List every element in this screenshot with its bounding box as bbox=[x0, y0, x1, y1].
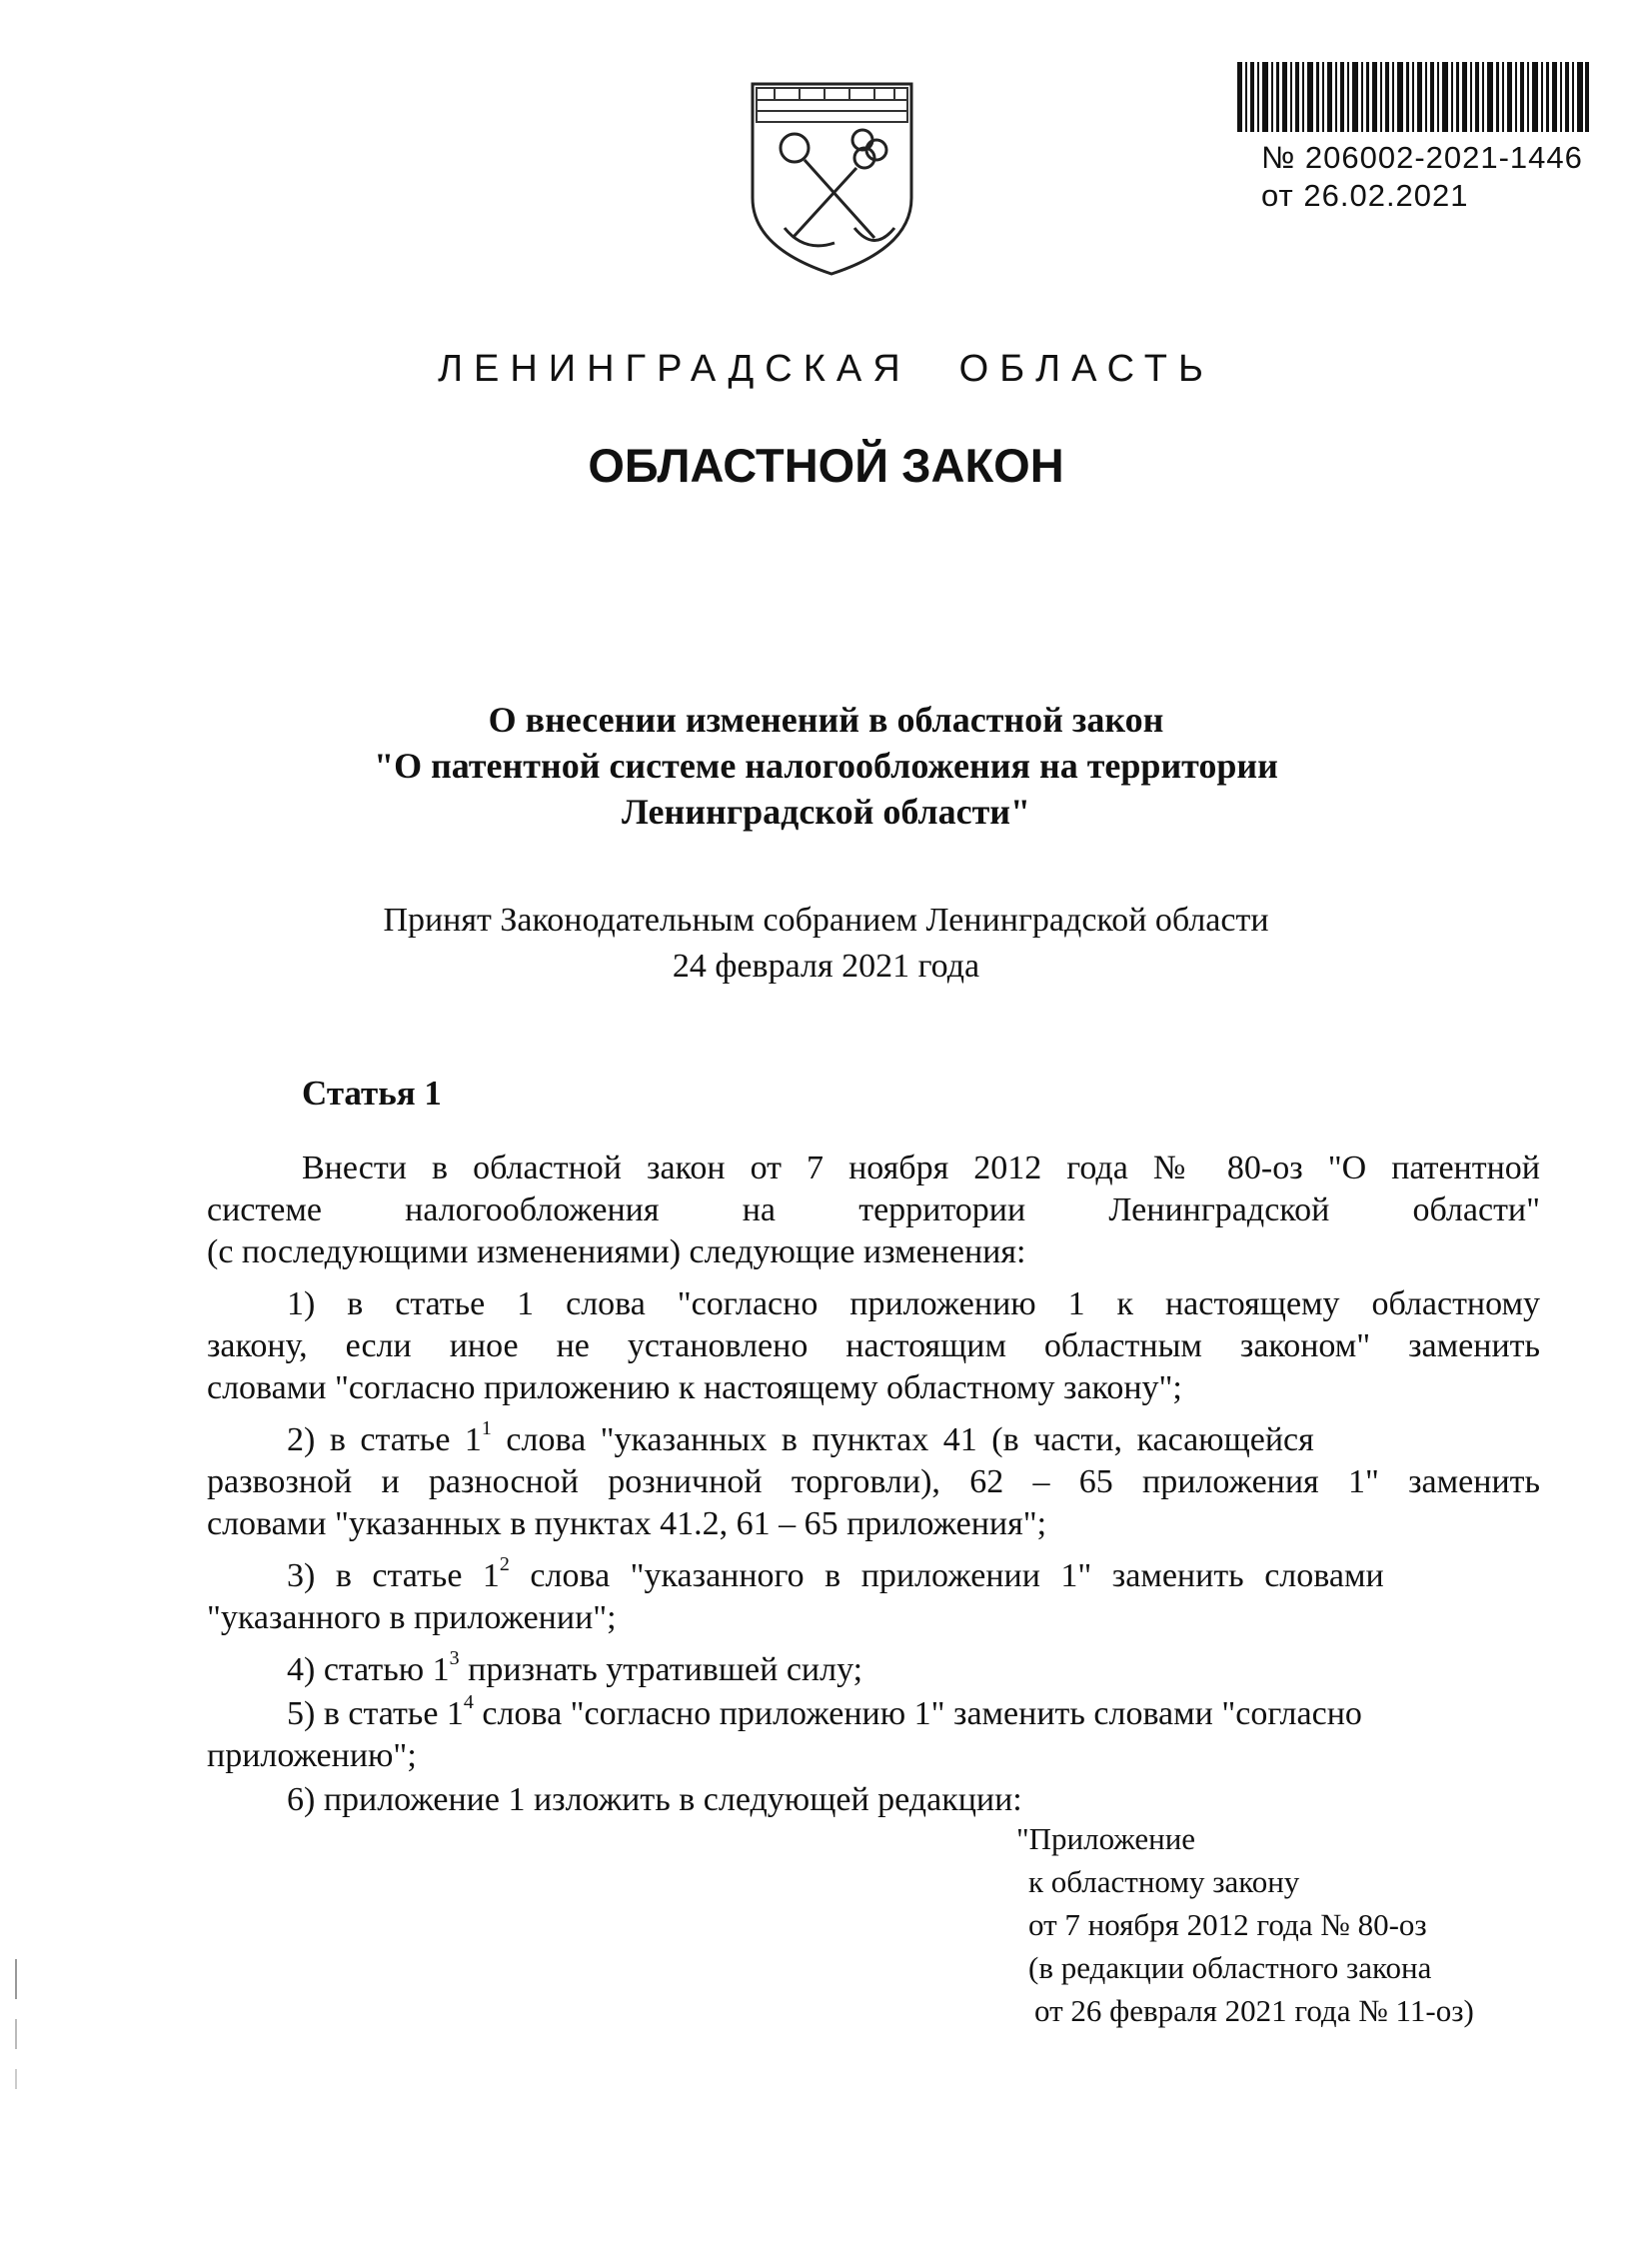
registration-date: от 26.02.2021 bbox=[1261, 178, 1469, 213]
item-4-line bbox=[287, 1646, 1540, 1691]
item-4-text-b: признать утратившей силу; bbox=[459, 1651, 863, 1688]
article-heading: Статья 1 bbox=[302, 1074, 442, 1113]
item-2-line-3: словами "указанных в пунктах 41.2, 61 – 65 приложения"; bbox=[207, 1505, 1047, 1542]
appendix-line: "Приложение bbox=[1016, 1821, 1196, 1856]
item-3-line-2: "указанного в приложении"; bbox=[207, 1599, 617, 1636]
item-5-line-1 bbox=[287, 1690, 1540, 1735]
item-2-text-a: 2) в статье 1 bbox=[287, 1421, 482, 1458]
law-type-heading: ОБЛАСТНОЙ ЗАКОН bbox=[588, 439, 1064, 492]
item-1-line-1: 1) в статье 1 слова "согласно приложению 1 к настоящему областному bbox=[287, 1285, 1540, 1322]
item-5-text-b: слова "согласно приложению 1" заменить словами "согласно bbox=[473, 1695, 1362, 1732]
item-4-text-a: 4) статью 1 bbox=[287, 1651, 450, 1688]
item-2-line-2: развозной и разносной розничной торговли), 62 – 65 приложения 1" заменить bbox=[207, 1463, 1540, 1500]
item-3-text-b: слова "указанного в приложении 1" заменить словами bbox=[509, 1557, 1384, 1594]
appendix-line: от 7 ноября 2012 года № 80-оз bbox=[1028, 1907, 1427, 1942]
appendix-header bbox=[1016, 1817, 1474, 2032]
item-3-line-1 bbox=[287, 1552, 1540, 1597]
item-5-sup: 4 bbox=[463, 1690, 474, 1713]
intro-line-2: системе налогообложения на территории Ленинградской области" bbox=[207, 1191, 1540, 1228]
region-word-2: ОБЛАСТЬ bbox=[958, 348, 1214, 390]
law-title bbox=[0, 697, 1652, 835]
region-word-1: ЛЕНИНГРАДСКАЯ bbox=[438, 348, 911, 390]
appendix-line: (в редакции областного закона bbox=[1028, 1950, 1432, 1985]
intro-line-3: (с последующими изменениями) следующие изменения: bbox=[207, 1233, 1026, 1270]
registration-number: № 206002-2021-1446 bbox=[1261, 140, 1583, 175]
region-name bbox=[0, 348, 1652, 391]
item-1-line-3: словами "согласно приложению к настоящему областному закону"; bbox=[207, 1369, 1182, 1406]
item-2-line-1 bbox=[287, 1416, 1540, 1461]
item-1-line-2: закону, если иное не установлено настоящим областным законом" заменить bbox=[207, 1327, 1540, 1364]
appendix-line: к областному закону bbox=[1028, 1864, 1300, 1899]
item-6-line: 6) приложение 1 изложить в следующей редакции: bbox=[287, 1781, 1022, 1818]
coat-of-arms-icon bbox=[745, 78, 919, 278]
item-5-line-2: приложению"; bbox=[207, 1737, 417, 1774]
item-5-text-a: 5) в статье 1 bbox=[287, 1695, 464, 1732]
scan-margin-marks bbox=[14, 1959, 18, 2089]
intro-line-1: Внести в областной закон от 7 ноября 2012 года № 80-оз "О патентной bbox=[302, 1149, 1540, 1186]
law-title-line: О внесении изменений в областной закон bbox=[488, 700, 1164, 740]
item-2-text-b: слова "указанных в пунктах 41 (в части, касающейся bbox=[491, 1421, 1314, 1458]
law-title-line: "О патентной системе налогообложения на территории bbox=[374, 746, 1278, 786]
appendix-line: от 26 февраля 2021 года № 11-оз) bbox=[1034, 1993, 1474, 2028]
adoption-note bbox=[0, 898, 1652, 990]
adoption-note-line: Принят Законодательным собранием Ленинградской области bbox=[383, 902, 1269, 939]
item-3-text-a: 3) в статье 1 bbox=[287, 1557, 500, 1594]
adoption-date: 24 февраля 2021 года bbox=[672, 948, 980, 985]
item-4-sup: 3 bbox=[449, 1646, 460, 1669]
barcode-icon bbox=[1237, 62, 1589, 132]
law-title-line: Ленинградской области" bbox=[621, 792, 1031, 832]
item-2-sup: 1 bbox=[481, 1416, 492, 1439]
item-3-sup: 2 bbox=[499, 1552, 510, 1575]
